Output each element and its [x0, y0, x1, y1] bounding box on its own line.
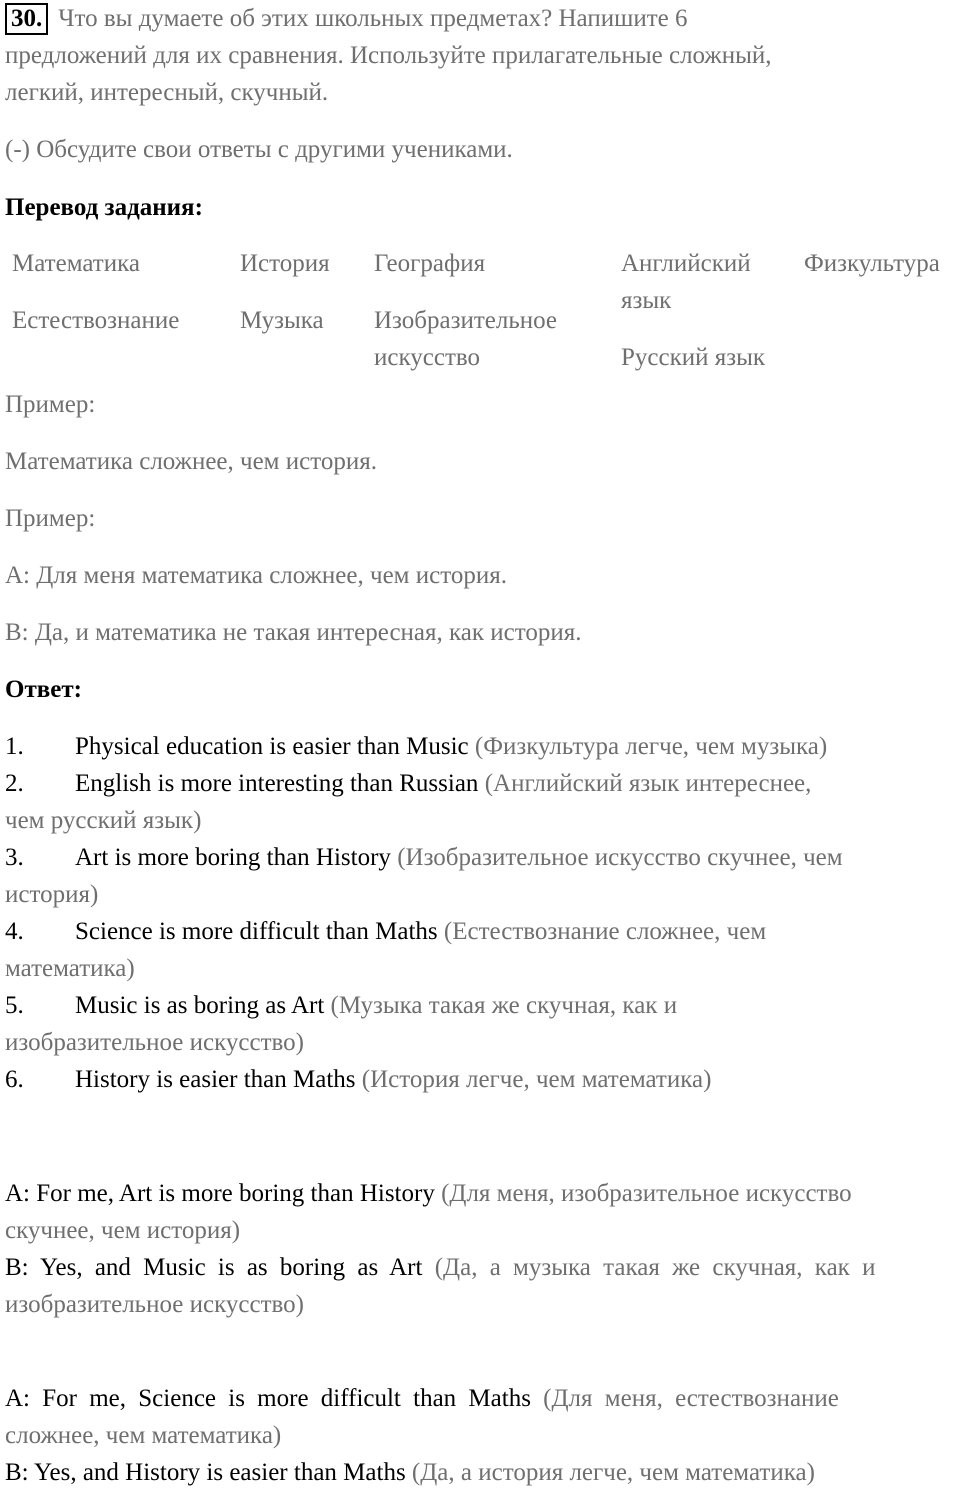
answer-item — [5, 728, 942, 765]
subject-geography: География — [374, 250, 486, 277]
answer-english: Science is more difficult than Maths — [75, 918, 438, 945]
example1-text: Математика сложнее, чем история. — [5, 448, 377, 475]
translation-heading: Перевод задания: — [5, 194, 203, 221]
subject-music: Музыка — [240, 307, 324, 334]
answer-russian: (История легче, чем математика) — [355, 1066, 712, 1093]
subject-english-2: язык — [621, 287, 672, 314]
subject-maths: Математика — [12, 250, 140, 277]
dialogue-line-b — [5, 1454, 942, 1491]
answer-russian: (Музыка такая же скучная, как и — [324, 992, 678, 1019]
dialogue-line-b — [5, 1249, 942, 1286]
subject-english-1: Английский — [621, 250, 751, 277]
dialogue-line-a — [5, 1175, 942, 1212]
answer-russian-continued: математика) — [5, 955, 135, 982]
answer-item — [5, 987, 942, 1024]
subject-pe: Физкультура — [804, 250, 940, 277]
task-line-1 — [5, 0, 942, 37]
task-text-1: Что вы думаете об этих школьных предметах? Напишите 6 — [58, 5, 688, 32]
answer-english: Physical education is easier than Music — [75, 733, 469, 760]
subject-art-1: Изобразительное — [374, 307, 558, 334]
task-line-2: предложений для их сравнения. Используйте прилагательные сложный, — [5, 42, 772, 69]
dialogue-russian-continued: сложнее, чем математика) — [5, 1422, 282, 1449]
answer-number: 1. — [5, 733, 24, 760]
answer-russian: (Физкультура легче, чем музыка) — [468, 733, 828, 760]
answer-russian: (Английский язык интереснее, — [478, 770, 812, 797]
example2-line-b: B: Да, и математика не такая интересная, как история. — [5, 619, 582, 646]
dialogue-russian: (Да, а история легче, чем математика) — [405, 1459, 815, 1486]
answer-heading: Ответ: — [5, 676, 82, 703]
subject-science: Естествознание — [12, 307, 180, 334]
example2-label: Пример: — [5, 505, 96, 532]
answer-item — [5, 913, 942, 950]
answer-number: 5. — [5, 992, 24, 1019]
answer-english: Art is more boring than History — [75, 844, 391, 871]
task-number: 30. — [5, 3, 48, 35]
answer-number: 4. — [5, 918, 24, 945]
answer-russian: (Естествознание сложнее, чем — [437, 918, 767, 945]
answer-russian: (Изобразительное искусство скучнее, чем — [390, 844, 843, 871]
example1-label: Пример: — [5, 391, 96, 418]
subject-history: История — [240, 250, 330, 277]
answer-item — [5, 839, 942, 876]
answer-russian-continued: чем русский язык) — [5, 807, 202, 834]
dialogue-line-a — [5, 1380, 942, 1417]
answer-number: 2. — [5, 770, 24, 797]
dialogue-russian: (Для меня, изобразительное искусство — [434, 1180, 852, 1207]
answer-english: Music is as boring as Art — [75, 992, 325, 1019]
task-discuss: (-) Обсудите свои ответы с другими учениками. — [5, 136, 513, 163]
dialogue-english: A: For me, Art is more boring than History — [5, 1180, 435, 1207]
example2-line-a: A: Для меня математика сложнее, чем история. — [5, 562, 507, 589]
answer-english: History is easier than Maths — [75, 1066, 356, 1093]
answer-item — [5, 1061, 942, 1098]
answer-russian-continued: история) — [5, 881, 99, 908]
dialogue-russian: (Да, а музыка такая же скучная, как и — [422, 1254, 876, 1281]
answer-number: 6. — [5, 1066, 24, 1093]
dialogue-russian-continued: скучнее, чем история) — [5, 1217, 241, 1244]
answer-russian-continued: изобразительное искусство) — [5, 1029, 304, 1056]
dialogue-english: A: For me, Science is more difficult than Maths — [5, 1385, 531, 1412]
dialogue-english: B: Yes, and History is easier than Maths — [5, 1459, 406, 1486]
subject-art-2: искусство — [374, 344, 481, 371]
dialogue-english: B: Yes, and Music is as boring as Art — [5, 1254, 423, 1281]
answer-number: 3. — [5, 844, 24, 871]
task-line-3: легкий, интересный, скучный. — [5, 79, 329, 106]
answer-english: English is more interesting than Russian — [75, 770, 479, 797]
subject-russian: Русский язык — [621, 344, 766, 371]
dialogue-russian-continued: изобразительное искусство) — [5, 1291, 304, 1318]
dialogue-russian: (Для меня, естествознание — [530, 1385, 839, 1412]
answer-item — [5, 765, 942, 802]
